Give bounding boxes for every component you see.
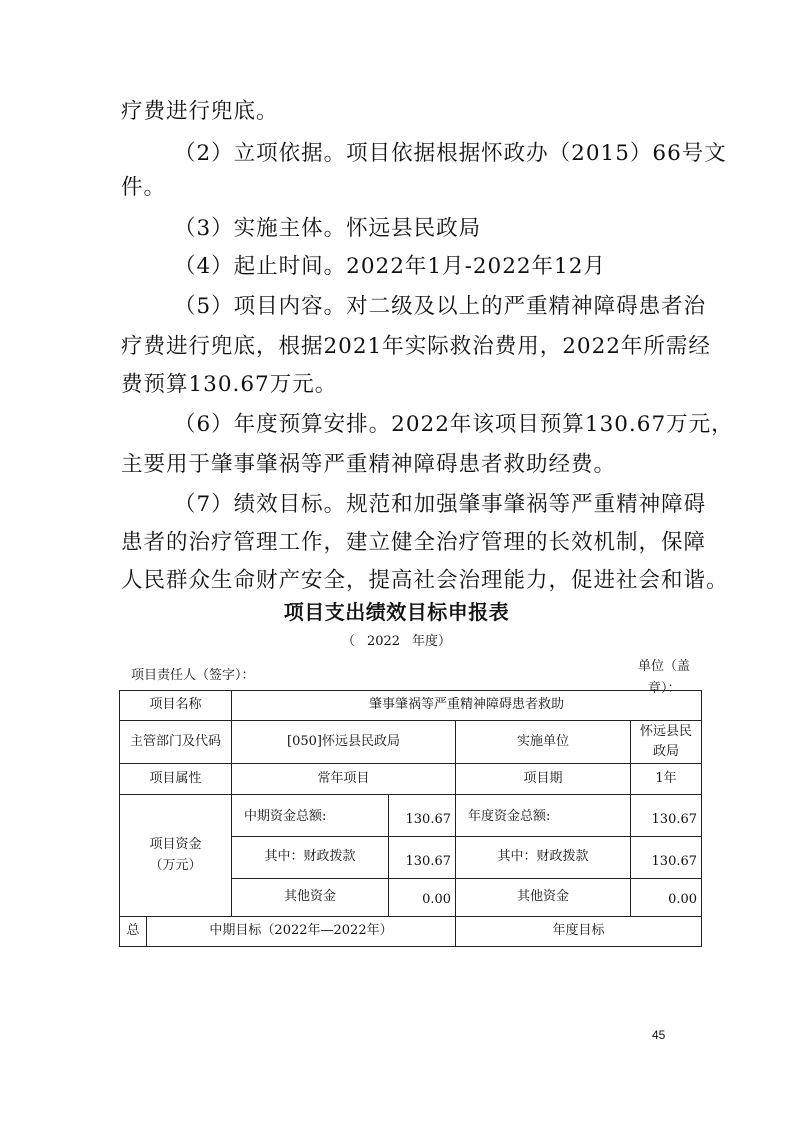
total-label: 总 bbox=[120, 917, 147, 947]
report-year bbox=[0, 630, 793, 649]
mid-other-label: 其他资金 bbox=[232, 879, 389, 917]
paragraph-line: （4）起止时间。2022年1月-2022年12月 bbox=[174, 254, 606, 279]
year-other-label: 其他资金 bbox=[456, 879, 631, 917]
table-row bbox=[120, 721, 702, 764]
responsible-signature-label: 项目责任人（签字）： bbox=[131, 668, 255, 683]
year-fiscal-label: 其中：财政拨款 bbox=[456, 837, 631, 879]
mid-total-value: 130.67 bbox=[389, 795, 456, 837]
funds-label-line2: （万元） bbox=[149, 857, 202, 873]
mid-other-value: 0.00 bbox=[389, 879, 456, 917]
paragraph-line: 人民群众生命财产安全，提高社会治理能力，促进社会和谐。 bbox=[121, 568, 729, 593]
project-name-value: 肇事肇祸等严重精神障碍患者救助 bbox=[232, 691, 702, 721]
dept-label: 主管部门及代码 bbox=[120, 721, 232, 764]
year-goal-label: 年度目标 bbox=[456, 917, 702, 947]
period-label: 项目期 bbox=[456, 764, 631, 795]
unit-seal-label-line1: 单位（盖 bbox=[638, 659, 691, 674]
year-value: 2022 bbox=[366, 634, 401, 649]
year-open-paren: （ bbox=[341, 634, 355, 649]
funds-label-line1: 项目资金 bbox=[149, 837, 202, 853]
paragraph-line: 主要用于肇事肇祸等严重精神障碍患者救助经费。 bbox=[121, 452, 617, 477]
mid-total-label: 中期资金总额: bbox=[232, 795, 389, 837]
project-name-label: 项目名称 bbox=[120, 691, 232, 721]
paragraph-line: 患者的治疗管理工作，建立健全治疗管理的长效机制，保障 bbox=[121, 530, 707, 555]
mid-goal-label: 中期目标（2022年—2022年） bbox=[147, 917, 456, 947]
funds-label bbox=[120, 795, 232, 917]
impl-unit-value-line1: 怀远县民 bbox=[640, 723, 693, 739]
table-row bbox=[120, 691, 702, 721]
paragraph-line: 疗费进行兜底，根据2021年实际救治费用，2022年所需经 bbox=[121, 334, 711, 359]
table-row bbox=[120, 764, 702, 795]
performance-goal-table bbox=[119, 690, 702, 947]
impl-unit-label: 实施单位 bbox=[456, 721, 631, 764]
paragraph-line: 费预算130.67万元。 bbox=[121, 372, 338, 397]
table-row bbox=[120, 917, 702, 947]
paragraph-line: （5）项目内容。对二级及以上的严重精神障碍患者治 bbox=[174, 294, 707, 319]
impl-unit-value bbox=[631, 721, 702, 764]
year-total-value: 130.67 bbox=[631, 795, 702, 837]
paragraph-line: （2）立项依据。项目依据根据怀政办（2015）66号文 bbox=[174, 141, 727, 166]
dept-value: [050]怀远县民政局 bbox=[232, 721, 456, 764]
paragraph-line: 件。 bbox=[121, 175, 167, 200]
table-row bbox=[120, 795, 702, 837]
paragraph-line: 疗费进行兜底。 bbox=[121, 99, 279, 124]
unit-seal-label-line2: 章）： bbox=[648, 681, 681, 696]
year-total-label: 年度资金总额: bbox=[456, 795, 631, 837]
mid-fiscal-value: 130.67 bbox=[389, 837, 456, 879]
year-other-value: 0.00 bbox=[631, 879, 702, 917]
year-fiscal-value: 130.67 bbox=[631, 837, 702, 879]
attr-value: 常年项目 bbox=[232, 764, 456, 795]
report-title: 项目支出绩效目标申报表 bbox=[283, 600, 510, 624]
mid-fiscal-label: 其中：财政拨款 bbox=[232, 837, 389, 879]
period-value: 1年 bbox=[631, 764, 702, 795]
attr-label: 项目属性 bbox=[120, 764, 232, 795]
page-number: 45 bbox=[652, 1028, 666, 1042]
paragraph-line: （6）年度预算安排。2022年该项目预算130.67万元， bbox=[174, 412, 734, 437]
impl-unit-value-line2: 政局 bbox=[653, 744, 680, 759]
paragraph-line: （3）实施主体。怀远县民政局 bbox=[174, 216, 482, 241]
year-suffix: 年度） bbox=[412, 634, 452, 649]
paragraph-line: （7）绩效目标。规范和加强肇事肇祸等严重精神障碍 bbox=[174, 492, 707, 517]
